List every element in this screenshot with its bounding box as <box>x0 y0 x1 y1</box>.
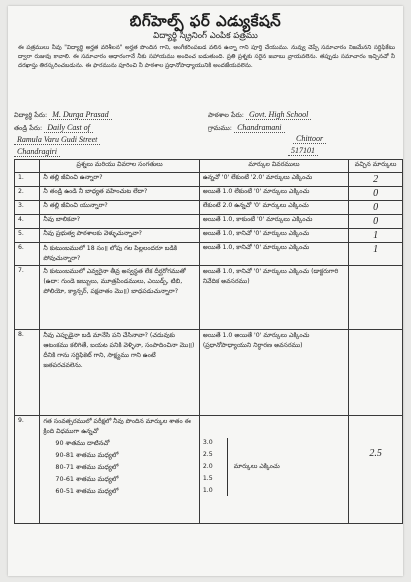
table-row <box>15 229 403 243</box>
scale-range: 90 శాతము దాటినచో <box>55 439 110 447</box>
table-row <box>15 201 403 215</box>
row-num: 2. <box>15 187 40 201</box>
scale-point: 3.0 <box>202 439 213 446</box>
mandal-field[interactable] <box>293 134 326 143</box>
table-row <box>15 173 403 187</box>
row-criteria: అయితే 1.0 లేకుంటే '0' మార్కులు ఎక్కించు <box>199 187 348 201</box>
row-question: నీ తండ్రి ఉండి నీ బాధ్యత వహించుట లేదా? <box>40 187 199 201</box>
scale-points <box>203 437 213 497</box>
row-question-cell <box>40 416 199 524</box>
village-label: గ్రామము: <box>208 124 232 132</box>
row-criteria: అయితే 1.0, కాకుంటే '0' మార్కులు ఎక్కించు <box>199 215 348 229</box>
village-field[interactable] <box>208 123 285 134</box>
scale-range: 80-71 శాతము మధ్యలో <box>55 463 119 471</box>
row-criteria: మార్కులు ఎక్కించు <box>233 463 280 470</box>
pin-field[interactable] <box>288 146 318 155</box>
form-sheet <box>8 6 403 576</box>
row-marks[interactable] <box>349 266 403 330</box>
row-num: 1. <box>15 173 40 187</box>
table-row <box>15 187 403 201</box>
row-marks[interactable]: 0 <box>349 187 403 201</box>
school-name-value: Govt. High School <box>246 110 311 120</box>
row-marks[interactable] <box>349 330 403 416</box>
table-row <box>15 266 403 330</box>
scale-point: 1.0 <box>202 487 213 494</box>
scale-point: 2.5 <box>202 451 213 458</box>
row-num: 6. <box>15 243 40 266</box>
father-name-label: తండ్రి పేరు: <box>14 124 43 132</box>
student-name-field[interactable] <box>14 110 112 121</box>
row-num: 8. <box>15 330 40 416</box>
row-criteria: లేకుంటే 2.0 ఉన్నచో '0' మార్కులు ఎక్కించు <box>199 201 348 215</box>
row-num: 3. <box>15 201 40 215</box>
table-row <box>15 243 403 266</box>
mandal-value: Chittoor <box>293 134 326 144</box>
table-header-row <box>15 160 403 173</box>
row-question: నీవు ప్రభుత్వ పాఠశాలకు వెళ్ళుచున్నావా? <box>40 229 199 243</box>
row-question: నీ కుటుంబములో 18 సం॥ లోపు గల పిల్లలందరూ బడికి పోవుచున్నారా? <box>40 243 199 266</box>
scale-block <box>203 437 345 497</box>
row-question: నీ తల్లి జీవించి ఉన్నారా? <box>40 173 199 187</box>
bracket-line <box>227 438 228 496</box>
header-criteria: మార్కుల వివరములు <box>199 160 348 173</box>
table-row <box>15 215 403 229</box>
row-marks[interactable]: 1 <box>349 229 403 243</box>
row-criteria: ఉన్నచో '0' లేకుంటే '2.0' మార్కులు ఎక్కించు <box>199 173 348 187</box>
district-field[interactable] <box>14 147 60 156</box>
screening-table <box>14 159 403 524</box>
intro-paragraph: ఈ పత్రములు నీవు "విద్యార్థి అర్హత వరిశీలన" అర్హత పొందిన గాని, అంగీకరింపబడ వలిన ఉన్నా గాని పూర్తి చేయుము. నువ్వు చెప్పే సమాచారం నిజమేనని సర్టిఫికేటు ద్వారా రుజువు కావాలి. ఈ సమాచారం ఆధారంగానే నీకు సహాయము అందించ బడుతుంది. ప్రతి ప్రశ్నకు సరైన జవాబు వ్రాయవలెను. తప్పుడు సమాచారం ఇచ్చినచో నీ దరఖాస్తు తిరస్కరించబడును. ఈ ఫారమును పూరించి నీ పాఠశాల ప్రధానోపాధ్యాయునికి అందజేయవలెను. <box>18 45 395 69</box>
table-row <box>15 416 403 524</box>
school-name-label: పాఠశాల పేరు: <box>208 111 244 119</box>
scale-point: 2.0 <box>202 463 213 470</box>
row-num: 5. <box>15 229 40 243</box>
row-criteria: అయితే 1.0 అయితే '0' మార్కులు ఎక్కించు (ప్రధానోపాధ్యాయుని నిర్ధారణ అవసరము) <box>199 330 348 416</box>
father-name-field[interactable] <box>14 123 93 134</box>
row-question: నీ తల్లి జీవించి యున్నారా? <box>40 201 199 215</box>
row-question: నీ కుటుంబములో ఎవ్వరైనా తీవ్ర అస్వస్థత లేక దీర్ఘరోగముతో (ఉదా: గుండె జబ్బులు, మూత్రపిండములు, ఎయిడ్స్, టిబి, పోలియో, క్యాన్సర్, పక్షవాతం మొ॥) బాధపడుచున్నారా? <box>40 266 199 330</box>
row-criteria: అయితే 1.0, కానిచో '0' మార్కులు ఎక్కించు <box>199 229 348 243</box>
row-marks[interactable]: 2.5 <box>349 416 403 524</box>
header-marks: వచ్చిన మార్కులు <box>349 160 403 173</box>
father-name-value: Daily Cast of <box>44 123 93 133</box>
header-num <box>15 160 40 173</box>
page-title: బిగ్‌హెల్ప్ ఫర్ ఎడ్యుకేషన్ <box>129 12 282 30</box>
pin-value: 517101 <box>288 146 318 156</box>
row-num: 9. <box>15 416 40 524</box>
school-name-field[interactable] <box>208 110 311 121</box>
row-marks[interactable]: 2 <box>349 173 403 187</box>
table-row <box>15 330 403 416</box>
row-criteria-cell <box>199 416 348 524</box>
row-question: నీవు ఎప్పుడైనా బడి మానేసి పని చేసినావా? (చదువుకు ఆటంకము కలిగితే, బయట పనికి వెళ్ళినా, సంపాదించినా మొ॥) దీనికి గాను సర్టిఫికెట్ గాని, సాక్ష్యము గాని ఉంటే జతపరచవలెను. <box>40 330 199 416</box>
header-question: ప్రశ్నలు మరియు వివరాల సంగతులు <box>40 160 199 173</box>
row-num: 4. <box>15 215 40 229</box>
grade-scale <box>53 437 126 499</box>
row-marks[interactable]: 0 <box>349 201 403 215</box>
row-marks[interactable]: 0 <box>349 215 403 229</box>
scale-range: 60-51 శాతము మధ్యలో <box>55 487 119 495</box>
row-criteria: అయితే 1.0, కానిచో '0' మార్కులు ఎక్కించు (డాక్టరుగారి నివేదిక అవసరము) <box>199 266 348 330</box>
scale-range: 90-81 శాతము మధ్యలో <box>55 451 119 459</box>
student-name-value: M. Durga Prasad <box>49 110 111 120</box>
address-field[interactable] <box>14 135 100 144</box>
page-subtitle: విద్యార్థి స్క్రీనింగ్ ఎంపిక పత్రము <box>153 31 258 41</box>
scale-point: 1.5 <box>202 475 213 482</box>
row-criteria: అయితే 1.0, కానిచో '0' మార్కులు ఎక్కించు <box>199 243 348 266</box>
row-num: 7. <box>15 266 40 330</box>
row-question: నీవు బాలికవా? <box>40 215 199 229</box>
village-value: Chandramani <box>234 123 284 133</box>
row-marks[interactable]: 1 <box>349 243 403 266</box>
row-question: గత సంవత్సరములో పరీక్షలో నీవు పొందిన మార్కుల శాతం ఈ క్రింది విధముగా ఉన్నచో <box>43 418 191 435</box>
student-name-label: విద్యార్థి పేరు: <box>14 111 48 119</box>
district-value: Chandragiri <box>14 147 60 157</box>
scale-range: 70-61 శాతము మధ్యలో <box>55 475 119 483</box>
address-value: Ramula Varu Gudi Street <box>14 135 100 145</box>
